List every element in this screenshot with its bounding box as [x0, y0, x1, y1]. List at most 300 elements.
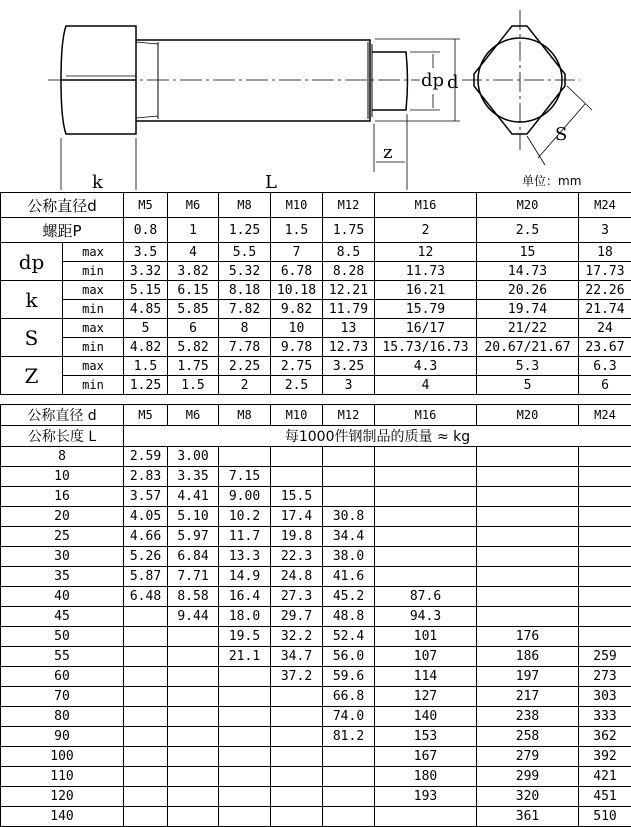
mass-value: 48.8	[323, 607, 375, 627]
mass-value: 30.8	[323, 507, 375, 527]
spec-value: 8.28	[323, 262, 375, 281]
spec-row	[1, 376, 631, 395]
mass-value	[579, 547, 631, 567]
mass-value: 66.8	[323, 687, 375, 707]
mass-value: 7.15	[219, 467, 271, 487]
mass-value: 320	[477, 787, 579, 807]
mass-row	[1, 507, 631, 527]
mass-value	[375, 507, 477, 527]
size-header: M20	[477, 405, 579, 426]
size-header: M24	[579, 405, 631, 426]
mass-value	[579, 527, 631, 547]
mass-value: 238	[477, 707, 579, 727]
pitch-value: 1	[168, 218, 219, 243]
mass-value: 303	[579, 687, 631, 707]
mass-value	[271, 747, 323, 767]
param-label: Z	[1, 357, 63, 395]
mass-table	[0, 404, 631, 827]
pitch-value: 2.5	[477, 218, 579, 243]
mass-value	[477, 527, 579, 547]
spec-value: 6	[168, 319, 219, 338]
pitch-value: 2	[375, 218, 477, 243]
mass-value: 2.83	[124, 467, 168, 487]
mass-value	[124, 607, 168, 627]
spec-value: 12	[375, 243, 477, 262]
spec-row	[1, 338, 631, 357]
mass-value	[124, 727, 168, 747]
mass-row	[1, 807, 631, 827]
size-header: M12	[323, 405, 375, 426]
mass-value: 362	[579, 727, 631, 747]
length-value: 16	[1, 487, 124, 507]
mass-value: 74.0	[323, 707, 375, 727]
mass-row	[1, 707, 631, 727]
mass-value	[271, 787, 323, 807]
mass-row	[1, 607, 631, 627]
mass-value: 87.6	[375, 587, 477, 607]
size-header: M16	[375, 193, 477, 218]
mass-value	[323, 467, 375, 487]
spec-row	[1, 357, 631, 376]
spec-value: 5.5	[219, 243, 271, 262]
mass-value	[124, 627, 168, 647]
mass-value	[477, 447, 579, 467]
spec-row	[1, 243, 631, 262]
mass-value	[168, 687, 219, 707]
limit-label: min	[63, 300, 124, 319]
pitch-value: 0.8	[124, 218, 168, 243]
spec-value: 2.5	[271, 376, 323, 395]
size-header: M12	[323, 193, 375, 218]
size-header: M10	[271, 193, 323, 218]
mass-value: 4.41	[168, 487, 219, 507]
mass-value	[579, 627, 631, 647]
mass-value: 140	[375, 707, 477, 727]
mass-value	[579, 567, 631, 587]
mass-value: 361	[477, 807, 579, 827]
mass-value	[375, 567, 477, 587]
mass-value: 107	[375, 647, 477, 667]
spec-row	[1, 300, 631, 319]
size-header: M10	[271, 405, 323, 426]
mass-value: 59.6	[323, 667, 375, 687]
mass-value: 451	[579, 787, 631, 807]
mass-value: 186	[477, 647, 579, 667]
mass-value	[271, 707, 323, 727]
length-value: 60	[1, 667, 124, 687]
spec-row	[1, 319, 631, 338]
mass-value	[477, 507, 579, 527]
mass-value: 56.0	[323, 647, 375, 667]
limit-label: min	[63, 262, 124, 281]
mass-value	[219, 707, 271, 727]
mass-value: 9.44	[168, 607, 219, 627]
mass-value	[271, 447, 323, 467]
mass-value	[124, 687, 168, 707]
k-label: k	[92, 172, 104, 190]
mass-value	[477, 547, 579, 567]
mass-value: 273	[579, 667, 631, 687]
mass-value	[168, 627, 219, 647]
length-value: 8	[1, 447, 124, 467]
spec-value: 13	[323, 319, 375, 338]
s-label: S	[555, 124, 567, 145]
mass-value: 279	[477, 747, 579, 767]
mass-value: 167	[375, 747, 477, 767]
mass-value	[375, 527, 477, 547]
spec-value: 2	[219, 376, 271, 395]
screw-shank	[136, 40, 370, 121]
spec-value: 7.82	[219, 300, 271, 319]
mass-value: 22.3	[271, 547, 323, 567]
spec-value: 8	[219, 319, 271, 338]
spec-value: 19.74	[477, 300, 579, 319]
spec-value: 21.74	[579, 300, 631, 319]
l-label: L	[265, 172, 277, 190]
header-row	[1, 193, 631, 218]
spec-value: 21/22	[477, 319, 579, 338]
spec-value: 5.3	[477, 357, 579, 376]
mass-value: 38.0	[323, 547, 375, 567]
mass-value	[168, 727, 219, 747]
spec-value: 5.82	[168, 338, 219, 357]
mass-value: 32.2	[271, 627, 323, 647]
spec-table	[0, 192, 631, 395]
mass-value	[323, 747, 375, 767]
spec-value: 16.21	[375, 281, 477, 300]
mass-value: 2.59	[124, 447, 168, 467]
spec-value: 6	[579, 376, 631, 395]
mass-row	[1, 787, 631, 807]
mass-caption: 每1000件钢制品的质量 ≈ kg	[124, 426, 631, 447]
spec-value: 2.25	[219, 357, 271, 376]
limit-label: max	[63, 357, 124, 376]
dp-label: dp	[421, 70, 444, 91]
mass-row	[1, 667, 631, 687]
spec-value: 5.85	[168, 300, 219, 319]
pitch-value: 1.25	[219, 218, 271, 243]
spec-value: 4.3	[375, 357, 477, 376]
header-row	[1, 405, 631, 426]
mass-value	[271, 467, 323, 487]
spec-row	[1, 281, 631, 300]
mass-value	[323, 767, 375, 787]
mass-value	[219, 667, 271, 687]
mass-value	[323, 487, 375, 507]
length-value: 10	[1, 467, 124, 487]
mass-value: 127	[375, 687, 477, 707]
mass-value: 34.7	[271, 647, 323, 667]
mass-value: 5.26	[124, 547, 168, 567]
mass-value	[124, 747, 168, 767]
size-header: M5	[124, 405, 168, 426]
mass-row	[1, 587, 631, 607]
mass-value: 21.1	[219, 647, 271, 667]
mass-value	[219, 727, 271, 747]
size-header: M20	[477, 193, 579, 218]
length-value: 40	[1, 587, 124, 607]
mass-value: 19.5	[219, 627, 271, 647]
mass-value	[375, 547, 477, 567]
spec-value: 5.32	[219, 262, 271, 281]
param-label: S	[1, 319, 63, 357]
limit-label: max	[63, 281, 124, 300]
length-value: 120	[1, 787, 124, 807]
mass-value: 13.3	[219, 547, 271, 567]
mass-value: 197	[477, 667, 579, 687]
mass-value: 6.84	[168, 547, 219, 567]
spec-value: 23.67	[579, 338, 631, 357]
mass-value	[375, 467, 477, 487]
spec-value: 3.5	[124, 243, 168, 262]
mass-value: 299	[477, 767, 579, 787]
header-label: 公称直径d	[1, 193, 124, 218]
mass-row	[1, 547, 631, 567]
spec-value: 9.78	[271, 338, 323, 357]
mass-row	[1, 727, 631, 747]
spec-value: 7	[271, 243, 323, 262]
pitch-row	[1, 218, 631, 243]
spec-value: 9.82	[271, 300, 323, 319]
mass-value: 14.9	[219, 567, 271, 587]
spec-value: 15	[477, 243, 579, 262]
mass-value: 4.05	[124, 507, 168, 527]
mass-value: 11.7	[219, 527, 271, 547]
mass-value	[477, 567, 579, 587]
spec-value: 2.75	[271, 357, 323, 376]
mass-value: 3.57	[124, 487, 168, 507]
unit-label: 单位：mm	[522, 172, 581, 189]
length-value: 25	[1, 527, 124, 547]
spec-value: 22.26	[579, 281, 631, 300]
spec-value: 4.82	[124, 338, 168, 357]
mass-value	[219, 807, 271, 827]
mass-value: 510	[579, 807, 631, 827]
size-header: M8	[219, 193, 271, 218]
length-value: 20	[1, 507, 124, 527]
limit-label: min	[63, 376, 124, 395]
mass-value	[323, 787, 375, 807]
mass-value	[375, 487, 477, 507]
length-value: 70	[1, 687, 124, 707]
spec-value: 6.15	[168, 281, 219, 300]
pitch-value: 3	[579, 218, 631, 243]
mass-value	[124, 787, 168, 807]
mass-value: 29.7	[271, 607, 323, 627]
mass-value: 52.4	[323, 627, 375, 647]
spec-value: 1.75	[168, 357, 219, 376]
pitch-label: 螺距P	[1, 218, 124, 243]
mass-value: 9.00	[219, 487, 271, 507]
mass-value: 258	[477, 727, 579, 747]
mass-value	[477, 607, 579, 627]
size-header: M8	[219, 405, 271, 426]
mass-value: 81.2	[323, 727, 375, 747]
mass-value	[168, 767, 219, 787]
mass-value	[271, 727, 323, 747]
mass-value: 94.3	[375, 607, 477, 627]
mass-value	[219, 747, 271, 767]
mass-value	[219, 687, 271, 707]
mass-row	[1, 487, 631, 507]
mass-value: 16.4	[219, 587, 271, 607]
header-label: 公称直径 d	[1, 405, 124, 426]
spec-value: 3.32	[124, 262, 168, 281]
dog-point	[372, 52, 408, 110]
limit-label: max	[63, 243, 124, 262]
mass-value	[168, 747, 219, 767]
mass-value	[477, 467, 579, 487]
mass-value	[323, 447, 375, 467]
spec-value: 12.73	[323, 338, 375, 357]
mass-value: 259	[579, 647, 631, 667]
mass-row	[1, 467, 631, 487]
spec-value: 7.78	[219, 338, 271, 357]
spec-value: 1.5	[124, 357, 168, 376]
size-header: M16	[375, 405, 477, 426]
mass-row	[1, 447, 631, 467]
mass-value: 101	[375, 627, 477, 647]
d-label: d	[447, 72, 459, 93]
mass-value	[168, 707, 219, 727]
mass-value	[271, 767, 323, 787]
mass-value: 5.97	[168, 527, 219, 547]
limit-label: min	[63, 338, 124, 357]
length-value: 140	[1, 807, 124, 827]
mass-row	[1, 687, 631, 707]
spec-value: 10.18	[271, 281, 323, 300]
mass-value: 217	[477, 687, 579, 707]
mass-value: 176	[477, 627, 579, 647]
length-value: 35	[1, 567, 124, 587]
param-label: k	[1, 281, 63, 319]
mass-value	[219, 787, 271, 807]
mass-value	[124, 807, 168, 827]
size-header: M5	[124, 193, 168, 218]
spec-value: 10	[271, 319, 323, 338]
mass-value	[579, 487, 631, 507]
mass-value	[579, 607, 631, 627]
mass-value: 5.10	[168, 507, 219, 527]
mass-value	[168, 787, 219, 807]
mass-value: 193	[375, 787, 477, 807]
z-label: z	[383, 142, 392, 163]
limit-label: max	[63, 319, 124, 338]
spec-value: 4	[375, 376, 477, 395]
spec-value: 6.3	[579, 357, 631, 376]
mass-value	[168, 807, 219, 827]
mass-value	[124, 667, 168, 687]
spec-value: 3.25	[323, 357, 375, 376]
spec-value: 17.73	[579, 262, 631, 281]
length-label: 公称长度 L	[1, 426, 124, 447]
caption-row	[1, 426, 631, 447]
mass-value	[579, 467, 631, 487]
mass-value: 37.2	[271, 667, 323, 687]
mass-value	[375, 447, 477, 467]
mass-value	[168, 647, 219, 667]
mass-value: 421	[579, 767, 631, 787]
mass-row	[1, 627, 631, 647]
spec-value: 15.79	[375, 300, 477, 319]
mass-row	[1, 647, 631, 667]
mass-value	[375, 807, 477, 827]
spec-value: 18	[579, 243, 631, 262]
screw-drawing	[0, 0, 631, 190]
spec-value: 14.73	[477, 262, 579, 281]
length-value: 90	[1, 727, 124, 747]
spec-row	[1, 262, 631, 281]
size-header: M24	[579, 193, 631, 218]
mass-value: 6.48	[124, 587, 168, 607]
size-header: M6	[168, 405, 219, 426]
pitch-value: 1.75	[323, 218, 375, 243]
spec-value: 4	[168, 243, 219, 262]
length-value: 50	[1, 627, 124, 647]
pitch-value: 1.5	[271, 218, 323, 243]
spec-value: 11.73	[375, 262, 477, 281]
mass-value: 18.0	[219, 607, 271, 627]
mass-value	[168, 667, 219, 687]
spec-value: 8.18	[219, 281, 271, 300]
mass-value	[579, 507, 631, 527]
param-label: dp	[1, 243, 63, 281]
mass-value: 4.66	[124, 527, 168, 547]
length-value: 45	[1, 607, 124, 627]
spec-value: 11.79	[323, 300, 375, 319]
length-value: 55	[1, 647, 124, 667]
mass-value: 34.4	[323, 527, 375, 547]
mass-value	[124, 707, 168, 727]
mass-value	[579, 587, 631, 607]
spec-value: 5	[124, 319, 168, 338]
length-value: 110	[1, 767, 124, 787]
spec-value: 3.82	[168, 262, 219, 281]
mass-value: 19.8	[271, 527, 323, 547]
mass-value: 41.6	[323, 567, 375, 587]
mass-value	[579, 447, 631, 467]
spec-value: 4.85	[124, 300, 168, 319]
spec-value: 1.5	[168, 376, 219, 395]
mass-value: 7.71	[168, 567, 219, 587]
mass-value	[219, 447, 271, 467]
mass-value	[219, 767, 271, 787]
mass-value: 15.5	[271, 487, 323, 507]
mass-row	[1, 527, 631, 547]
mass-value: 17.4	[271, 507, 323, 527]
mass-value: 24.8	[271, 567, 323, 587]
mass-value: 333	[579, 707, 631, 727]
mass-value	[124, 647, 168, 667]
size-header: M6	[168, 193, 219, 218]
mass-value	[323, 807, 375, 827]
mass-value	[271, 807, 323, 827]
mass-value: 5.87	[124, 567, 168, 587]
mass-row	[1, 747, 631, 767]
mass-value	[477, 587, 579, 607]
spec-value: 5.15	[124, 281, 168, 300]
mass-value	[124, 767, 168, 787]
mass-value	[477, 487, 579, 507]
spec-value: 20.67/21.67	[477, 338, 579, 357]
spec-value: 5	[477, 376, 579, 395]
spec-value: 16/17	[375, 319, 477, 338]
mass-value	[271, 687, 323, 707]
mass-value: 8.58	[168, 587, 219, 607]
mass-row	[1, 767, 631, 787]
mass-value: 3.00	[168, 447, 219, 467]
spec-value: 6.78	[271, 262, 323, 281]
